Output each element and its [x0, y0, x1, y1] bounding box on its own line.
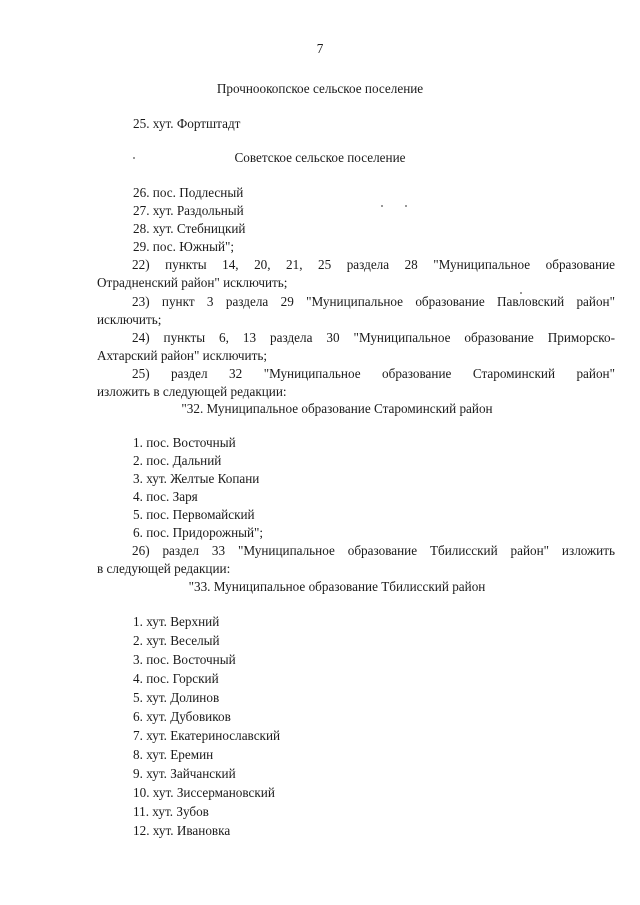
- list-item: 5. пос. Первомайский: [133, 507, 255, 522]
- list-item: 6. пос. Придорожный";: [133, 525, 264, 540]
- list-item: 29. пос. Южный";: [133, 239, 235, 254]
- list-item: 3. хут. Желтые Копани: [133, 471, 260, 486]
- list-item: 2. хут. Веселый: [133, 633, 220, 648]
- list-item: 11. хут. Зубов: [133, 804, 209, 819]
- paragraph-23-line-2: исключить;: [97, 312, 162, 327]
- list-item: 9. хут. Зайчанский: [133, 766, 236, 781]
- section-heading-tbilissky: "33. Муниципальное образование Тбилисский район: [188, 579, 486, 594]
- list-item: 25. хут. Фортштадт: [133, 116, 241, 131]
- section-heading-starominsky: "32. Муниципальное образование Староминский район: [181, 401, 493, 416]
- list-item: 3. пос. Восточный: [133, 652, 236, 667]
- list-item: 1. хут. Верхний: [133, 614, 220, 629]
- scan-speck: [405, 205, 407, 207]
- list-item: 8. хут. Еремин: [133, 747, 214, 762]
- paragraph-24-line-2: Ахтарский район" исключить;: [97, 348, 268, 363]
- paragraph-25-line-2: изложить в следующей редакции:: [97, 384, 287, 399]
- list-item: 5. хут. Долинов: [133, 690, 220, 705]
- section-heading-sovetskoe: Советское сельское поселение: [234, 150, 406, 165]
- list-item: 12. хут. Ивановка: [133, 823, 231, 838]
- paragraph-22-line-2: Отрадненский район" исключить;: [97, 275, 288, 290]
- paragraph-25-line-1: 25) раздел 32 "Муниципальное образование Староминский район": [132, 366, 615, 381]
- list-item: 4. пос. Заря: [133, 489, 198, 504]
- list-item: 1. пос. Восточный: [133, 435, 236, 450]
- list-item: 26. пос. Подлесный: [133, 185, 244, 200]
- list-item: 4. пос. Горский: [133, 671, 219, 686]
- section-heading-prochnookopskoe: Прочноокопское сельское поселение: [216, 81, 424, 96]
- paragraph-23-line-1: 23) пункт 3 раздела 29 "Муниципальное образование Павловский район": [132, 294, 615, 309]
- list-item: 2. пос. Дальний: [133, 453, 222, 468]
- paragraph-26-line-2: в следующей редакции:: [97, 561, 231, 576]
- list-item: 28. хут. Стебницкий: [133, 221, 246, 236]
- paragraph-26-line-1: 26) раздел 33 "Муниципальное образование Тбилисский район" изложить: [132, 543, 615, 558]
- list-item: 10. хут. Зиссермановский: [133, 785, 275, 800]
- list-item: 6. хут. Дубовиков: [133, 709, 231, 724]
- list-item: 7. хут. Екатеринославский: [133, 728, 281, 743]
- page-number: 7: [316, 41, 324, 56]
- scan-speck: [381, 205, 383, 207]
- paragraph-22-line-1: 22) пункты 14, 20, 21, 25 раздела 28 "Муниципальное образование: [132, 257, 615, 272]
- paragraph-24-line-1: 24) пункты 6, 13 раздела 30 "Муниципальное образование Приморско-: [132, 330, 615, 345]
- list-item: 27. хут. Раздольный: [133, 203, 244, 218]
